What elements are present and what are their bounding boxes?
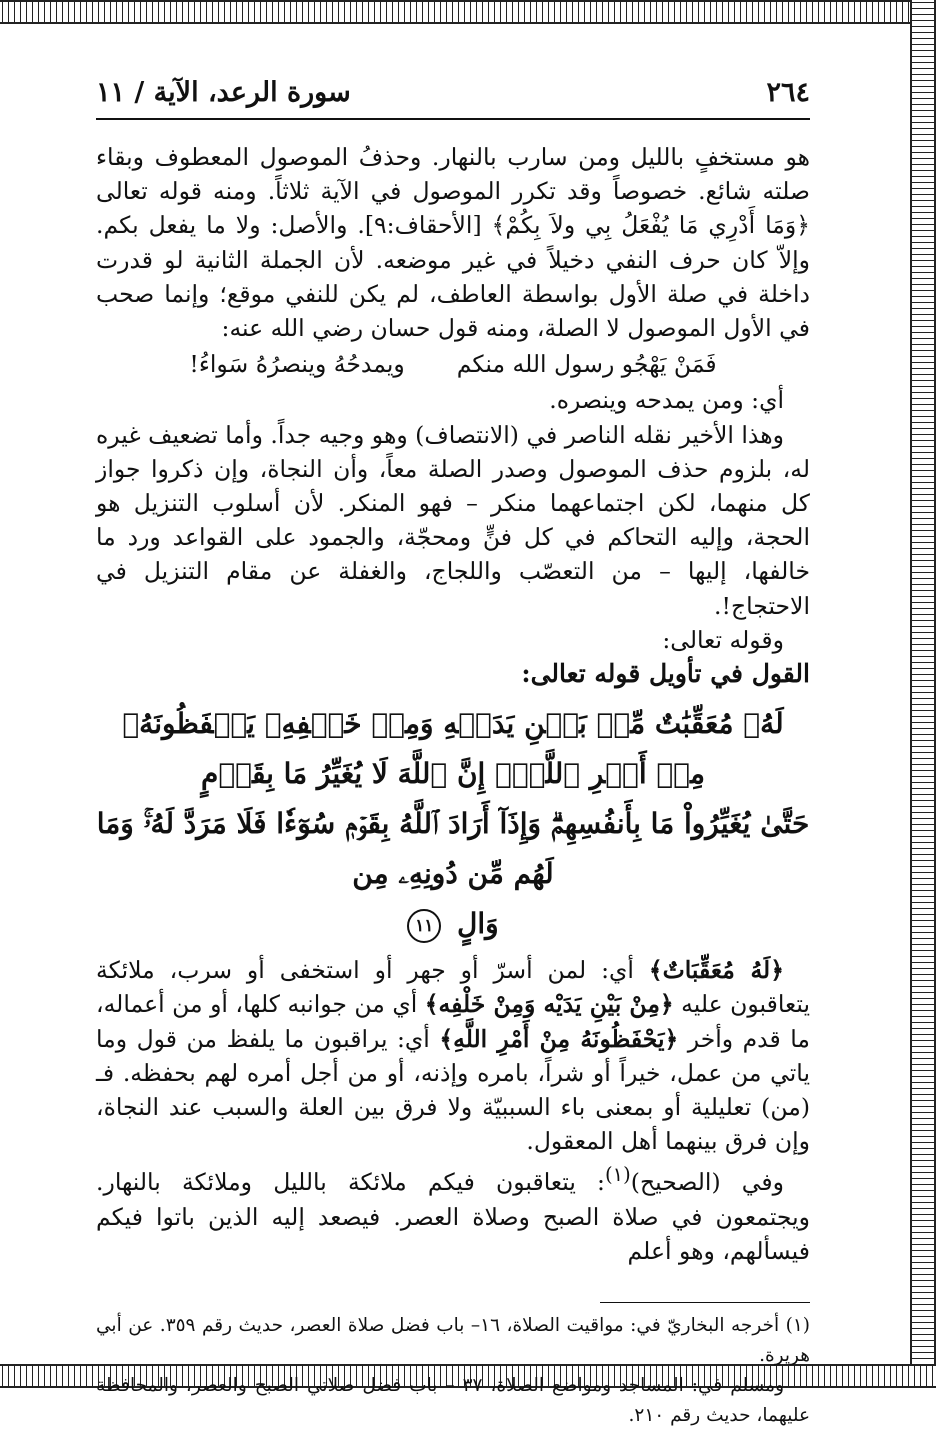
ayah-number-mark: ١١ xyxy=(407,909,441,943)
footnote-reference: (١) xyxy=(604,1163,631,1187)
poem-first-hemistich: فَمَنْ يَهْجُو رسول الله منكم xyxy=(456,350,717,379)
section-heading: القول في تأويل قوله تعالى: xyxy=(521,659,810,689)
text-span: أي من جوانبه كلها، أو من أعماله، ما قدم وأخر xyxy=(96,990,810,1053)
quoted-verse: ﴿يَحْفَظُونَهُ مِنْ أَمْرِ اللَّهِ﴾ xyxy=(439,1024,679,1053)
decorative-right-border xyxy=(910,0,936,1388)
decorative-top-border xyxy=(0,0,936,24)
text-span: : يتعاقبون فيكم ملائكة بالليل وملائكة بالنهار. ويجتمعون في صلاة الصبح وصلاة العصر. فيصعد إليه الذين باتوا فيكم فيسألهم، وهو أعلم xyxy=(96,1168,810,1265)
footnote: ومسلم في: المساجد ومواضع الصلاة، ٣٧ – باب فضل صلاتي الصبح والعصر، والمحافظة عليهما، حديث رقم ٢١٠. xyxy=(96,1374,810,1426)
quran-line-end xyxy=(96,899,810,949)
footnote: (١) أخرجه البخاريّ في: مواقيت الصلاة، ١٦– باب فضل صلاة العصر، حديث رقم ٣٥٩. عن أبي هريرة. xyxy=(96,1314,810,1366)
book-page xyxy=(96,70,810,1426)
quran-line: حَتَّىٰ يُغَيِّرُواْ مَا بِأَنفُسِهِمۡۗ وَإِذَآ أَرَادَ ٱللَّهُ بِقَوۡمٖ سُوٓءٗا فَلَا مَرَدَّ لَهُۥۚ وَمَا لَهُم مِّن دُونِهِۦ مِن xyxy=(96,807,810,891)
paragraph xyxy=(96,953,810,1158)
paragraph: وهذا الأخير نقله الناصر في (الانتصاف) وهو وجيه جداً. وأما تضعيف غيره له، بلزوم حذف الموصول وصدر الصلة معاً، وأن النجاة، وإن ذكروا جواز كل منهما، لكن اجتماعهما منكر – فهو المنكر. لأن أسلوب التنزيل هو الحجة، وإليه التحاكم في كل فنٍّ ومحجّة، والجمود على القواعد ورد ما خالفها، إليها – من التعصّب واللجاج، والغفلة عن مقام التنزيل في الاحتجاج!. xyxy=(96,420,810,620)
text-span: وفي (الصحيح) xyxy=(630,1168,784,1197)
paragraph xyxy=(96,1158,810,1267)
poem-verse xyxy=(96,347,810,381)
quran-line: وَالٍ xyxy=(457,907,499,941)
page-number: ٢٦٤ xyxy=(766,76,810,108)
footnotes xyxy=(96,1311,810,1431)
main-text xyxy=(96,140,810,1268)
paragraph: هو مستخفٍ بالليل ومن سارب بالنهار. وحذفُ الموصول المعطوف وبقاء صلته شائع. خصوصاً وقد تكرر الموصول في الآية ثلاثاً. ومنه قوله تعالى ﴿وَمَا أَدْرِي مَا يُفْعَلُ بِي ولاَ بِكُمْ﴾ [الأحقاف:٩]. والأصل: ولا ما يفعل بكم. وإلاّ كان حرف النفي دخيلاً في غير موضعه. لأن الجملة الثانية لو قدرت داخلة في صلة الأول بواسطة العاطف، لم يكن للنفي موقع؛ وإنما صحب في الأول الموصول لا الصلة، ومنه قول حسان رضي الله عنه: xyxy=(96,143,810,343)
text-span: أي: يراقبون ما يلفظ من قول وما ياتي من عمل، خيراً أو شراً، بامره وإذنه، أو من أجل أمره لهم بحفظه. فـ (من) تعليلية أو بمعنى باء السببيّة ولا فرق بين العلة والسبب عند النجاة، وإن فرق بينهما أهل المعقول. xyxy=(96,1024,810,1156)
paragraph: أي: ومن يمدحه وينصره. xyxy=(549,386,784,415)
quoted-verse: ﴿مِنْ بَيْنِ يَدَيْه وَمِنْ خَلْفِه﴾ xyxy=(424,990,674,1019)
footnote-divider xyxy=(600,1302,810,1303)
poem-second-hemistich: ويمدحُهُ وينصرُهُ سَواءُ! xyxy=(189,350,405,379)
text-span: أي: لمن أسرّ أو جهر أو استخفى أو سرب، ملائكة يتعاقبون عليه xyxy=(96,956,810,1019)
quran-line: لَهُۥ مُعَقِّبَٰتٌ مِّنۢ بَيۡنِ يَدَيۡهِ وَمِنۡ خَلۡفِهِۦ يَحۡفَظُونَهُۥ مِنۡ أَمۡرِ ٱللَّهِۗ إِنَّ ٱللَّهَ لَا يُغَيِّرُ مَا بِقَوۡمٍ xyxy=(122,707,784,791)
paragraph: وقوله تعالى: xyxy=(662,625,784,654)
running-title: سورة الرعد، الآية / ١١ xyxy=(96,76,351,108)
quran-verse xyxy=(96,699,810,949)
quoted-verse: ﴿لَهُ مُعَقِّبَاتٌ﴾ xyxy=(648,956,784,985)
page-header xyxy=(96,70,810,120)
